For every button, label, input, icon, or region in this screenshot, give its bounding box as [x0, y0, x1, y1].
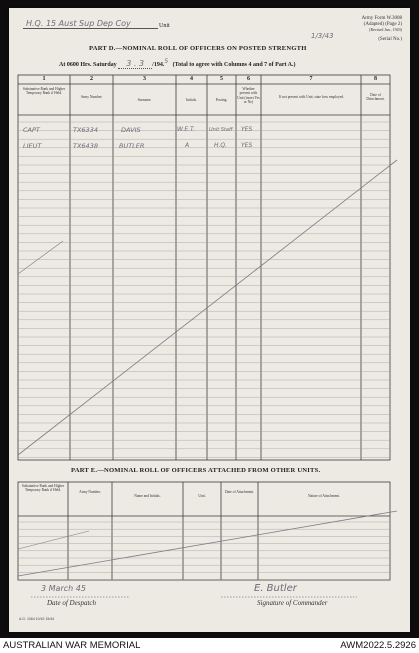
form-revised: (Revised Jan., 1943) [369, 27, 402, 32]
signature-label: Signature of Commander [257, 599, 328, 607]
row1-initials: W.E.T. [177, 126, 195, 133]
e-header-army-number: Army Number. [79, 490, 101, 494]
printer-note: A.G. 1064 10/42 15/44 [19, 617, 55, 621]
e-header-attachment-date: Date of Attachment. [224, 490, 255, 494]
archive-caption [0, 638, 419, 653]
row2-posting: H.Q. [214, 142, 228, 149]
year-handwritten: 5 [164, 58, 169, 65]
col-number-3: 3 [143, 76, 146, 82]
serial-handwritten: 1/3/43 [311, 32, 334, 40]
header-army-number: Army Number. [80, 95, 103, 99]
form-name: Army Form W.3008 [361, 16, 402, 21]
serial-label: (Serial No.) [378, 37, 402, 42]
row2-surname: BUTLER [119, 142, 145, 150]
col-number-4: 4 [190, 76, 193, 82]
date-handwritten: 3 . 3 [118, 59, 152, 69]
col-number-8: 8 [374, 76, 377, 82]
header-rank: Substantive Rank and Higher Temporary Rank if Held. [22, 87, 66, 96]
total-note: (Total to agree with Columns 4 and 7 of Part A.) [172, 62, 296, 68]
header-initials: Initials. [186, 98, 197, 102]
part-d-title: PART D.—NOMINAL ROLL OF OFFICERS ON POSTED STRENGTH [89, 45, 307, 52]
form-adapted: (Adapted) (Page 2) [363, 22, 402, 27]
caption-accession: AWM2022.5.2926 [340, 640, 416, 651]
row1-rank: CAPT [23, 126, 40, 134]
col-number-7: 7 [309, 76, 313, 82]
year-suffix: /194. [152, 62, 165, 68]
header-surname: Surname. [137, 98, 152, 102]
caption-institution: AUSTRALIAN WAR MEMORIAL [3, 640, 141, 651]
header-present: Whether present with Unit (insert Yes or No) [237, 87, 260, 105]
unit-handwritten: H.Q. 15 Aust Sup Dep Coy [26, 19, 131, 28]
unit-label: Unit [159, 23, 170, 29]
cancel-stroke-part-d [18, 160, 397, 455]
row2-rank: LIEUT [23, 142, 42, 150]
col-number-5: 5 [220, 76, 223, 82]
col-number-2: 2 [90, 76, 93, 82]
e-header-nature: Nature of Attachment. [307, 494, 341, 498]
e-header-rank: Substantive Rank and Higher Temporary Rank if Held. [21, 484, 65, 493]
e-header-unit: Unit. [198, 494, 206, 498]
row1-army-number: TX6334 [73, 126, 98, 134]
row1-posting: Unit Staff [209, 127, 233, 133]
row2-initials: A [185, 142, 190, 149]
header-detachment-date: Date of Detachment. [366, 93, 385, 102]
row1-present: YES [241, 126, 253, 133]
col-number-6: 6 [247, 76, 250, 82]
e-header-name: Name and Initials. [134, 494, 161, 498]
army-form-page [9, 8, 410, 632]
row2-army-number: TX6438 [73, 142, 98, 150]
at-prefix: At 0600 Hrs. Saturday [59, 62, 117, 68]
cancel-stroke-short [18, 241, 63, 274]
part-e-title: PART E.—NOMINAL ROLL OF OFFICERS ATTACHED FROM OTHER UNITS. [71, 467, 321, 474]
despatch-handwritten: 3 March 45 [41, 584, 86, 593]
header-posting: Posting. [215, 98, 228, 102]
despatch-label: Date of Despatch [47, 599, 96, 607]
header-employed: If not present with Unit, state how employed. [278, 95, 345, 99]
col-number-1: 1 [42, 76, 46, 82]
row2-present: YES [241, 142, 253, 149]
commander-signature: E. Butler [254, 583, 297, 594]
row1-surname: DAVIS [121, 126, 141, 134]
